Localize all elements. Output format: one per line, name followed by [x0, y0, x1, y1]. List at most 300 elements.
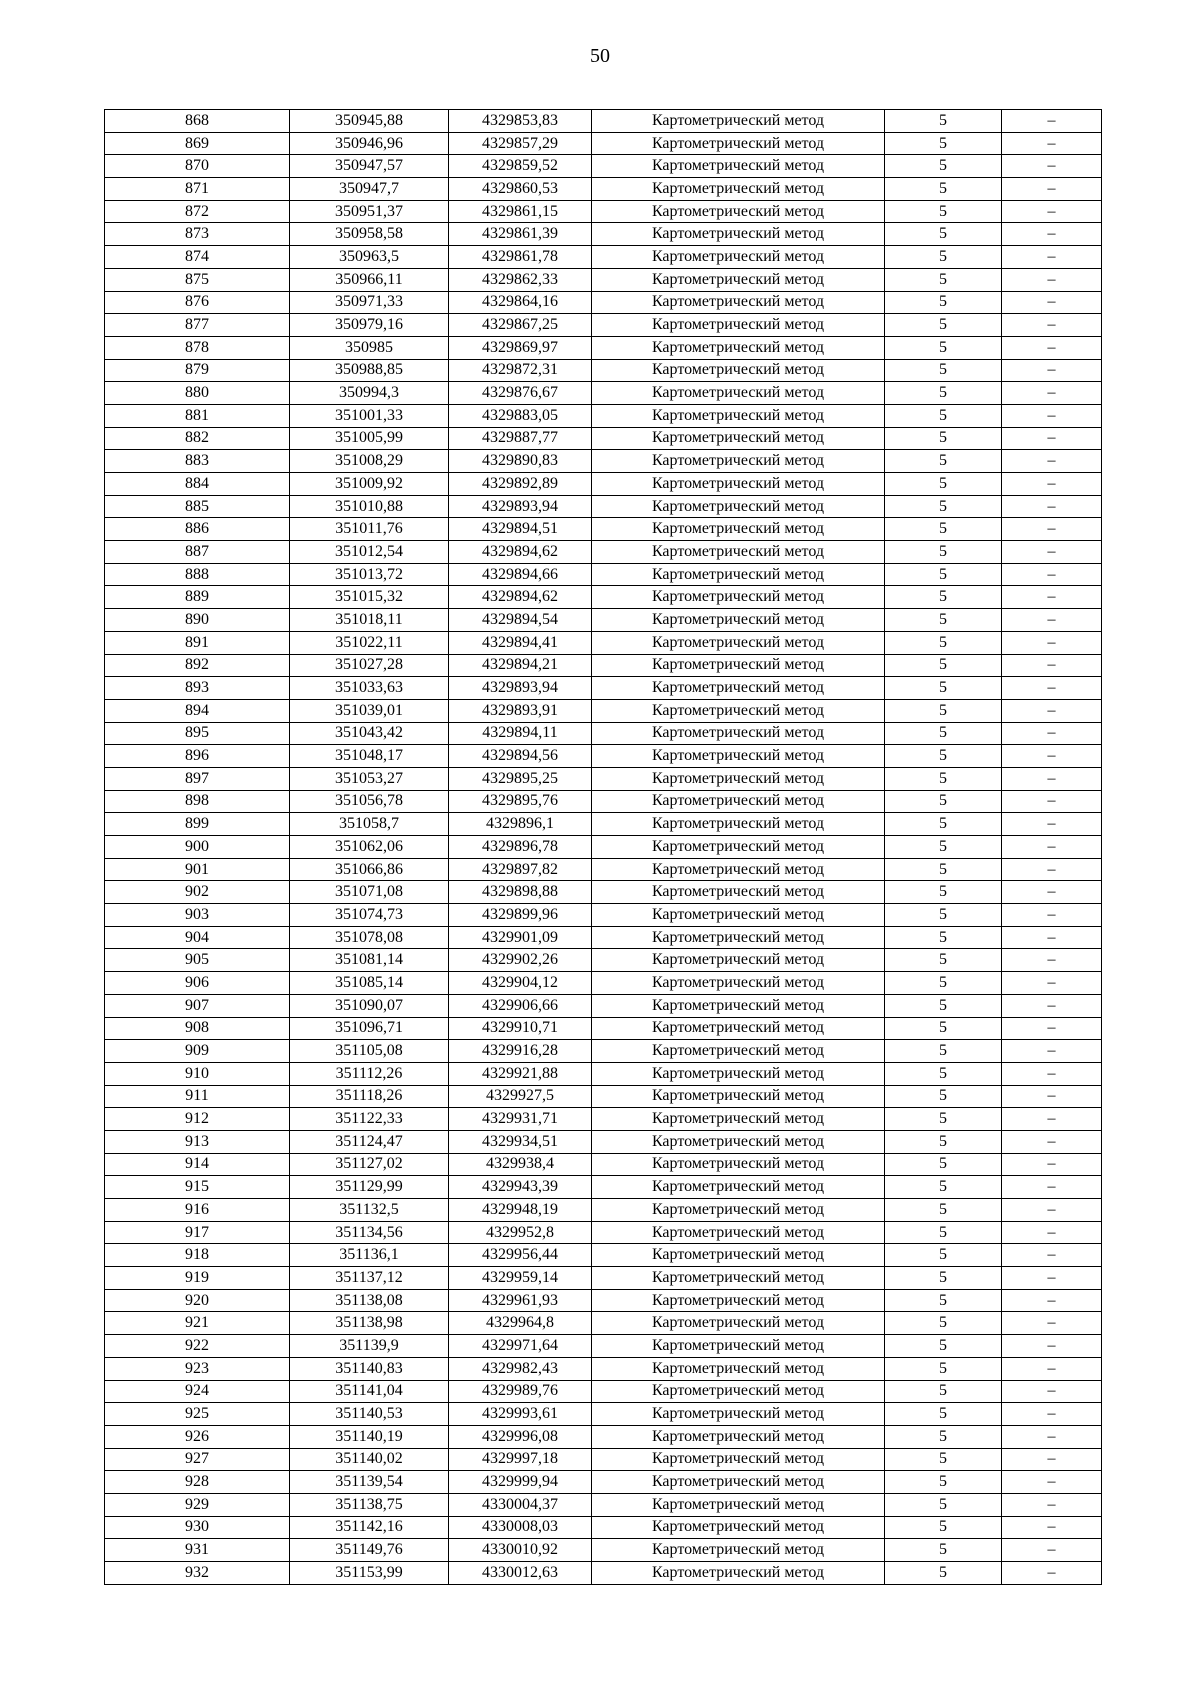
point-number-cell: 890 — [105, 609, 290, 632]
accuracy-cell: 5 — [885, 1335, 1002, 1358]
x-coordinate-cell: 351013,72 — [290, 563, 449, 586]
point-number-cell: 881 — [105, 404, 290, 427]
point-number-cell: 896 — [105, 745, 290, 768]
table-row — [105, 1539, 1102, 1562]
x-coordinate-cell: 351129,99 — [290, 1176, 449, 1199]
accuracy-cell: 5 — [885, 1085, 1002, 1108]
y-coordinate-cell: 4329894,62 — [449, 541, 592, 564]
accuracy-cell: 5 — [885, 178, 1002, 201]
accuracy-cell: 5 — [885, 881, 1002, 904]
point-number-cell: 924 — [105, 1380, 290, 1403]
note-cell: – — [1002, 1425, 1102, 1448]
accuracy-cell: 5 — [885, 1130, 1002, 1153]
point-number-cell: 897 — [105, 767, 290, 790]
point-number-cell: 898 — [105, 790, 290, 813]
table-row — [105, 1017, 1102, 1040]
accuracy-cell: 5 — [885, 1017, 1002, 1040]
method-cell: Картометрический метод — [592, 563, 885, 586]
point-number-cell: 869 — [105, 132, 290, 155]
table-row — [105, 246, 1102, 269]
method-cell: Картометрический метод — [592, 246, 885, 269]
point-number-cell: 913 — [105, 1130, 290, 1153]
accuracy-cell: 5 — [885, 1539, 1002, 1562]
note-cell: – — [1002, 1176, 1102, 1199]
coordinates-table — [104, 109, 1102, 1585]
y-coordinate-cell: 4329961,93 — [449, 1289, 592, 1312]
point-number-cell: 870 — [105, 155, 290, 178]
x-coordinate-cell: 351085,14 — [290, 972, 449, 995]
accuracy-cell: 5 — [885, 722, 1002, 745]
table-row — [105, 1357, 1102, 1380]
y-coordinate-cell: 4329894,41 — [449, 631, 592, 654]
y-coordinate-cell: 4329861,39 — [449, 223, 592, 246]
accuracy-cell: 5 — [885, 268, 1002, 291]
table-row — [105, 1380, 1102, 1403]
method-cell: Картометрический метод — [592, 359, 885, 382]
table-row — [105, 1312, 1102, 1335]
table-row — [105, 132, 1102, 155]
method-cell: Картометрический метод — [592, 745, 885, 768]
accuracy-cell: 5 — [885, 699, 1002, 722]
note-cell: – — [1002, 1516, 1102, 1539]
accuracy-cell: 5 — [885, 563, 1002, 586]
x-coordinate-cell: 351137,12 — [290, 1267, 449, 1290]
accuracy-cell: 5 — [885, 677, 1002, 700]
y-coordinate-cell: 4329896,1 — [449, 813, 592, 836]
table-row — [105, 200, 1102, 223]
accuracy-cell: 5 — [885, 223, 1002, 246]
x-coordinate-cell: 351138,98 — [290, 1312, 449, 1335]
method-cell: Картометрический метод — [592, 1471, 885, 1494]
accuracy-cell: 5 — [885, 836, 1002, 859]
accuracy-cell: 5 — [885, 904, 1002, 927]
method-cell: Картометрический метод — [592, 1017, 885, 1040]
note-cell: – — [1002, 132, 1102, 155]
y-coordinate-cell: 4329921,88 — [449, 1062, 592, 1085]
table-row — [105, 268, 1102, 291]
table-row — [105, 427, 1102, 450]
point-number-cell: 871 — [105, 178, 290, 201]
table-row — [105, 1040, 1102, 1063]
x-coordinate-cell: 351048,17 — [290, 745, 449, 768]
page-number: 50 — [590, 45, 610, 67]
y-coordinate-cell: 4329971,64 — [449, 1335, 592, 1358]
note-cell: – — [1002, 291, 1102, 314]
accuracy-cell: 5 — [885, 495, 1002, 518]
y-coordinate-cell: 4329894,54 — [449, 609, 592, 632]
note-cell: – — [1002, 813, 1102, 836]
note-cell: – — [1002, 836, 1102, 859]
y-coordinate-cell: 4329927,5 — [449, 1085, 592, 1108]
y-coordinate-cell: 4329989,76 — [449, 1380, 592, 1403]
accuracy-cell: 5 — [885, 1221, 1002, 1244]
method-cell: Картометрический метод — [592, 450, 885, 473]
table-row — [105, 654, 1102, 677]
method-cell: Картометрический метод — [592, 541, 885, 564]
table-row — [105, 404, 1102, 427]
point-number-cell: 884 — [105, 473, 290, 496]
point-number-cell: 918 — [105, 1244, 290, 1267]
point-number-cell: 912 — [105, 1108, 290, 1131]
method-cell: Картометрический метод — [592, 1403, 885, 1426]
point-number-cell: 886 — [105, 518, 290, 541]
point-number-cell: 910 — [105, 1062, 290, 1085]
table-row — [105, 994, 1102, 1017]
x-coordinate-cell: 351012,54 — [290, 541, 449, 564]
method-cell: Картометрический метод — [592, 699, 885, 722]
note-cell: – — [1002, 972, 1102, 995]
method-cell: Картометрический метод — [592, 972, 885, 995]
x-coordinate-cell: 350971,33 — [290, 291, 449, 314]
table-row — [105, 1289, 1102, 1312]
note-cell: – — [1002, 586, 1102, 609]
x-coordinate-cell: 351139,9 — [290, 1335, 449, 1358]
table-row — [105, 473, 1102, 496]
accuracy-cell: 5 — [885, 1448, 1002, 1471]
point-number-cell: 899 — [105, 813, 290, 836]
note-cell: – — [1002, 178, 1102, 201]
table-row — [105, 359, 1102, 382]
table-row — [105, 1130, 1102, 1153]
accuracy-cell: 5 — [885, 155, 1002, 178]
accuracy-cell: 5 — [885, 541, 1002, 564]
x-coordinate-cell: 351140,02 — [290, 1448, 449, 1471]
point-number-cell: 929 — [105, 1493, 290, 1516]
table-row — [105, 904, 1102, 927]
y-coordinate-cell: 4329895,76 — [449, 790, 592, 813]
method-cell: Картометрический метод — [592, 1040, 885, 1063]
method-cell: Картометрический метод — [592, 495, 885, 518]
method-cell: Картометрический метод — [592, 291, 885, 314]
method-cell: Картометрический метод — [592, 473, 885, 496]
x-coordinate-cell: 350988,85 — [290, 359, 449, 382]
point-number-cell: 932 — [105, 1562, 290, 1585]
table-row — [105, 722, 1102, 745]
x-coordinate-cell: 350979,16 — [290, 314, 449, 337]
x-coordinate-cell: 351009,92 — [290, 473, 449, 496]
method-cell: Картометрический метод — [592, 1062, 885, 1085]
table-row — [105, 1562, 1102, 1585]
table-row — [105, 541, 1102, 564]
accuracy-cell: 5 — [885, 1176, 1002, 1199]
y-coordinate-cell: 4329943,39 — [449, 1176, 592, 1199]
x-coordinate-cell: 351074,73 — [290, 904, 449, 927]
note-cell: – — [1002, 1108, 1102, 1131]
note-cell: – — [1002, 1017, 1102, 1040]
accuracy-cell: 5 — [885, 631, 1002, 654]
x-coordinate-cell: 350951,37 — [290, 200, 449, 223]
point-number-cell: 892 — [105, 654, 290, 677]
method-cell: Картометрический метод — [592, 427, 885, 450]
note-cell: – — [1002, 767, 1102, 790]
table-row — [105, 110, 1102, 133]
x-coordinate-cell: 351010,88 — [290, 495, 449, 518]
table-row — [105, 1267, 1102, 1290]
x-coordinate-cell: 350994,3 — [290, 382, 449, 405]
x-coordinate-cell: 351056,78 — [290, 790, 449, 813]
table-row — [105, 1471, 1102, 1494]
y-coordinate-cell: 4329872,31 — [449, 359, 592, 382]
point-number-cell: 904 — [105, 926, 290, 949]
method-cell: Картометрический метод — [592, 268, 885, 291]
y-coordinate-cell: 4329894,56 — [449, 745, 592, 768]
x-coordinate-cell: 351138,75 — [290, 1493, 449, 1516]
x-coordinate-cell: 351112,26 — [290, 1062, 449, 1085]
x-coordinate-cell: 351078,08 — [290, 926, 449, 949]
note-cell: – — [1002, 1448, 1102, 1471]
accuracy-cell: 5 — [885, 1357, 1002, 1380]
x-coordinate-cell: 350945,88 — [290, 110, 449, 133]
method-cell: Картометрический метод — [592, 200, 885, 223]
x-coordinate-cell: 351142,16 — [290, 1516, 449, 1539]
accuracy-cell: 5 — [885, 767, 1002, 790]
point-number-cell: 883 — [105, 450, 290, 473]
x-coordinate-cell: 351018,11 — [290, 609, 449, 632]
note-cell: – — [1002, 949, 1102, 972]
accuracy-cell: 5 — [885, 1312, 1002, 1335]
note-cell: – — [1002, 1244, 1102, 1267]
y-coordinate-cell: 4329894,51 — [449, 518, 592, 541]
point-number-cell: 900 — [105, 836, 290, 859]
note-cell: – — [1002, 1221, 1102, 1244]
y-coordinate-cell: 4330008,03 — [449, 1516, 592, 1539]
note-cell: – — [1002, 1380, 1102, 1403]
note-cell: – — [1002, 1062, 1102, 1085]
y-coordinate-cell: 4329893,94 — [449, 495, 592, 518]
note-cell: – — [1002, 1267, 1102, 1290]
point-number-cell: 922 — [105, 1335, 290, 1358]
y-coordinate-cell: 4330004,37 — [449, 1493, 592, 1516]
point-number-cell: 907 — [105, 994, 290, 1017]
note-cell: – — [1002, 246, 1102, 269]
note-cell: – — [1002, 427, 1102, 450]
x-coordinate-cell: 351008,29 — [290, 450, 449, 473]
y-coordinate-cell: 4329982,43 — [449, 1357, 592, 1380]
point-number-cell: 921 — [105, 1312, 290, 1335]
accuracy-cell: 5 — [885, 427, 1002, 450]
method-cell: Картометрический метод — [592, 1221, 885, 1244]
accuracy-cell: 5 — [885, 972, 1002, 995]
method-cell: Картометрический метод — [592, 631, 885, 654]
y-coordinate-cell: 4329910,71 — [449, 1017, 592, 1040]
y-coordinate-cell: 4329993,61 — [449, 1403, 592, 1426]
point-number-cell: 888 — [105, 563, 290, 586]
x-coordinate-cell: 351043,42 — [290, 722, 449, 745]
table-row — [105, 813, 1102, 836]
table-row — [105, 1335, 1102, 1358]
accuracy-cell: 5 — [885, 450, 1002, 473]
accuracy-cell: 5 — [885, 586, 1002, 609]
accuracy-cell: 5 — [885, 1062, 1002, 1085]
point-number-cell: 906 — [105, 972, 290, 995]
method-cell: Картометрический метод — [592, 155, 885, 178]
method-cell: Картометрический метод — [592, 1562, 885, 1585]
y-coordinate-cell: 4329892,89 — [449, 473, 592, 496]
method-cell: Картометрический метод — [592, 1176, 885, 1199]
method-cell: Картометрический метод — [592, 518, 885, 541]
y-coordinate-cell: 4329906,66 — [449, 994, 592, 1017]
note-cell: – — [1002, 631, 1102, 654]
y-coordinate-cell: 4329862,33 — [449, 268, 592, 291]
note-cell: – — [1002, 563, 1102, 586]
method-cell: Картометрический метод — [592, 767, 885, 790]
y-coordinate-cell: 4329895,25 — [449, 767, 592, 790]
table-row — [105, 336, 1102, 359]
note-cell: – — [1002, 1493, 1102, 1516]
accuracy-cell: 5 — [885, 404, 1002, 427]
accuracy-cell: 5 — [885, 1108, 1002, 1131]
note-cell: – — [1002, 1471, 1102, 1494]
point-number-cell: 868 — [105, 110, 290, 133]
method-cell: Картометрический метод — [592, 1267, 885, 1290]
accuracy-cell: 5 — [885, 1380, 1002, 1403]
accuracy-cell: 5 — [885, 1516, 1002, 1539]
note-cell: – — [1002, 268, 1102, 291]
table-row — [105, 518, 1102, 541]
y-coordinate-cell: 4329902,26 — [449, 949, 592, 972]
method-cell: Картометрический метод — [592, 949, 885, 972]
table-body — [105, 110, 1102, 1585]
y-coordinate-cell: 4329916,28 — [449, 1040, 592, 1063]
note-cell: – — [1002, 881, 1102, 904]
accuracy-cell: 5 — [885, 1425, 1002, 1448]
method-cell: Картометрический метод — [592, 1153, 885, 1176]
x-coordinate-cell: 351058,7 — [290, 813, 449, 836]
table-row — [105, 586, 1102, 609]
point-number-cell: 876 — [105, 291, 290, 314]
y-coordinate-cell: 4329959,14 — [449, 1267, 592, 1290]
accuracy-cell: 5 — [885, 314, 1002, 337]
point-number-cell: 905 — [105, 949, 290, 972]
method-cell: Картометрический метод — [592, 1380, 885, 1403]
x-coordinate-cell: 351141,04 — [290, 1380, 449, 1403]
note-cell: – — [1002, 1562, 1102, 1585]
y-coordinate-cell: 4329894,11 — [449, 722, 592, 745]
accuracy-cell: 5 — [885, 609, 1002, 632]
table-row — [105, 836, 1102, 859]
x-coordinate-cell: 350985 — [290, 336, 449, 359]
y-coordinate-cell: 4329893,94 — [449, 677, 592, 700]
y-coordinate-cell: 4329996,08 — [449, 1425, 592, 1448]
accuracy-cell: 5 — [885, 382, 1002, 405]
note-cell: – — [1002, 994, 1102, 1017]
accuracy-cell: 5 — [885, 1562, 1002, 1585]
y-coordinate-cell: 4329876,67 — [449, 382, 592, 405]
note-cell: – — [1002, 654, 1102, 677]
y-coordinate-cell: 4330010,92 — [449, 1539, 592, 1562]
table-row — [105, 677, 1102, 700]
table-row — [105, 699, 1102, 722]
table-row — [105, 972, 1102, 995]
note-cell: – — [1002, 858, 1102, 881]
method-cell: Картометрический метод — [592, 790, 885, 813]
point-number-cell: 901 — [105, 858, 290, 881]
note-cell: – — [1002, 1289, 1102, 1312]
y-coordinate-cell: 4329896,78 — [449, 836, 592, 859]
y-coordinate-cell: 4329883,05 — [449, 404, 592, 427]
x-coordinate-cell: 351139,54 — [290, 1471, 449, 1494]
table-row — [105, 382, 1102, 405]
table-row — [105, 495, 1102, 518]
y-coordinate-cell: 4329952,8 — [449, 1221, 592, 1244]
x-coordinate-cell: 351132,5 — [290, 1199, 449, 1222]
accuracy-cell: 5 — [885, 790, 1002, 813]
method-cell: Картометрический метод — [592, 223, 885, 246]
point-number-cell: 911 — [105, 1085, 290, 1108]
accuracy-cell: 5 — [885, 1153, 1002, 1176]
note-cell: – — [1002, 1539, 1102, 1562]
method-cell: Картометрический метод — [592, 382, 885, 405]
x-coordinate-cell: 351053,27 — [290, 767, 449, 790]
x-coordinate-cell: 350947,7 — [290, 178, 449, 201]
y-coordinate-cell: 4329898,88 — [449, 881, 592, 904]
method-cell: Картометрический метод — [592, 1312, 885, 1335]
note-cell: – — [1002, 1130, 1102, 1153]
point-number-cell: 873 — [105, 223, 290, 246]
point-number-cell: 930 — [105, 1516, 290, 1539]
table-row — [105, 745, 1102, 768]
method-cell: Картометрический метод — [592, 609, 885, 632]
method-cell: Картометрический метод — [592, 881, 885, 904]
point-number-cell: 872 — [105, 200, 290, 223]
note-cell: – — [1002, 1335, 1102, 1358]
note-cell: – — [1002, 1040, 1102, 1063]
point-number-cell: 889 — [105, 586, 290, 609]
note-cell: – — [1002, 495, 1102, 518]
x-coordinate-cell: 351138,08 — [290, 1289, 449, 1312]
table-row — [105, 1221, 1102, 1244]
y-coordinate-cell: 4329948,19 — [449, 1199, 592, 1222]
y-coordinate-cell: 4329893,91 — [449, 699, 592, 722]
table-row — [105, 450, 1102, 473]
table-row — [105, 178, 1102, 201]
y-coordinate-cell: 4329934,51 — [449, 1130, 592, 1153]
accuracy-cell: 5 — [885, 926, 1002, 949]
note-cell: – — [1002, 1199, 1102, 1222]
point-number-cell: 880 — [105, 382, 290, 405]
method-cell: Картометрический метод — [592, 1130, 885, 1153]
table-row — [105, 790, 1102, 813]
note-cell: – — [1002, 904, 1102, 927]
method-cell: Картометрический метод — [592, 110, 885, 133]
point-number-cell: 874 — [105, 246, 290, 269]
y-coordinate-cell: 4329861,15 — [449, 200, 592, 223]
note-cell: – — [1002, 314, 1102, 337]
note-cell: – — [1002, 359, 1102, 382]
y-coordinate-cell: 4329938,4 — [449, 1153, 592, 1176]
method-cell: Картометрический метод — [592, 404, 885, 427]
table-row — [105, 155, 1102, 178]
note-cell: – — [1002, 1357, 1102, 1380]
method-cell: Картометрический метод — [592, 836, 885, 859]
accuracy-cell: 5 — [885, 518, 1002, 541]
method-cell: Картометрический метод — [592, 1199, 885, 1222]
table-row — [105, 1085, 1102, 1108]
method-cell: Картометрический метод — [592, 813, 885, 836]
table-row — [105, 949, 1102, 972]
table-row — [105, 1244, 1102, 1267]
point-number-cell: 902 — [105, 881, 290, 904]
point-number-cell: 925 — [105, 1403, 290, 1426]
y-coordinate-cell: 4329869,97 — [449, 336, 592, 359]
x-coordinate-cell: 351127,02 — [290, 1153, 449, 1176]
point-number-cell: 917 — [105, 1221, 290, 1244]
y-coordinate-cell: 4330012,63 — [449, 1562, 592, 1585]
x-coordinate-cell: 350966,11 — [290, 268, 449, 291]
method-cell: Картометрический метод — [592, 1244, 885, 1267]
method-cell: Картометрический метод — [592, 1425, 885, 1448]
table-row — [105, 858, 1102, 881]
